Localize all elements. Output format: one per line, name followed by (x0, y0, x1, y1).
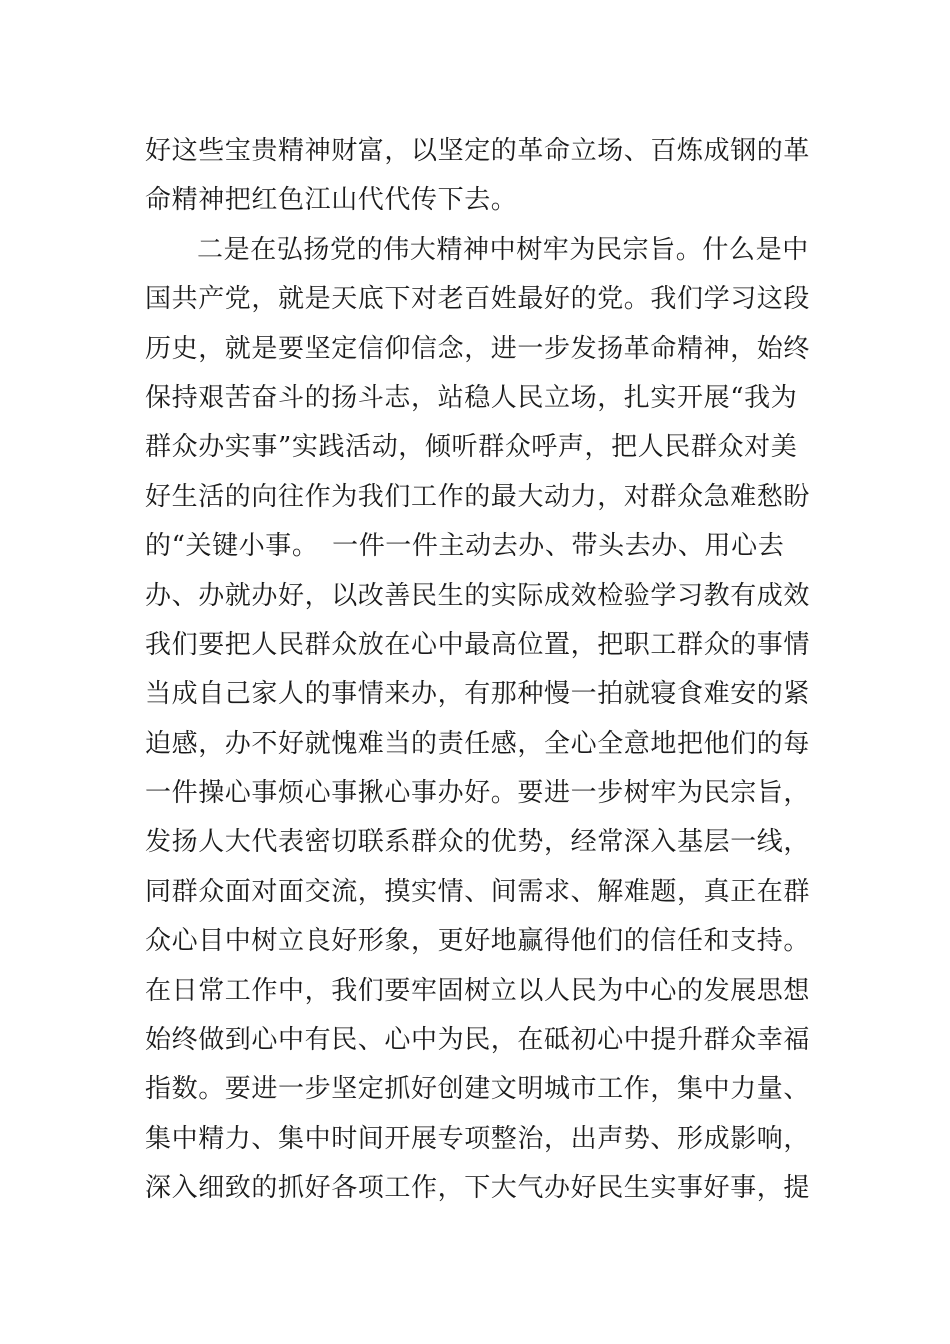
text-line: 历史，就是要坚定信仰信念，进一步发扬革命精神，始终 (145, 333, 811, 364)
text-line: 集中精力、集中时间开展专项整治，出声势、形成影响， (145, 1123, 811, 1154)
text-line: 发扬人大代表密切联系群众的优势，经常深入基层一线， (145, 827, 811, 858)
text-line: 好这些宝贵精神财富，以坚定的革命立场、百炼成钢的革 (145, 136, 811, 166)
text-line: 同群众面对面交流，摸实情、间需求、解难题，真正在群 (145, 876, 811, 907)
text-line: 的“关键小事。 一件一件主动去办、带头去办、用心去 (145, 531, 785, 562)
text-line: 办、办就办好，以改善民生的实际成效检验学习教有成效 (145, 580, 811, 611)
text-line: 我们要把人民群众放在心中最高位置，把职工群众的事情 (145, 629, 811, 660)
text-line: 群众办实事”实践活动，倾听群众呼声，把人民群众对美 (145, 432, 798, 463)
text-line: 当成自己家人的事情来办，有那种慢一拍就寝食难安的紧 (145, 679, 811, 710)
paragraph-first-line: 二是在弘扬党的伟大精神中树牢为民宗旨。什么是中 (197, 234, 809, 265)
text-line: 保持艰苦奋斗的扬斗志，站稳人民立场，扎实开展“我为 (145, 382, 798, 413)
text-line: 国共产党，就是天底下对老百姓最好的党。我们学习这段 (145, 284, 811, 315)
text-line: 众心目中树立良好形象，更好地赢得他们的信任和支持。 (145, 926, 811, 957)
text-line: 一件操心事烦心事揪心事办好。要进一步树牢为民宗旨， (145, 778, 811, 809)
body-text (145, 127, 815, 1214)
text-line: 好生活的向往作为我们工作的最大动力，对群众急难愁盼 (145, 481, 811, 512)
text-line: 在日常工作中，我们要牢固树立以人民为中心的发展思想 (145, 975, 811, 1006)
text-line: 迫感，办不好就愧难当的责任感，全心全意地把他们的每 (145, 728, 811, 759)
text-line: 指数。要进一步坚定抓好创建文明城市工作，集中力量、 (145, 1074, 811, 1105)
text-line: 命精神把红色江山代代传下去。 (145, 185, 518, 216)
text-line: 深入细致的抓好各项工作，下大气办好民生实事好事，提 (145, 1173, 811, 1204)
text-line: 始终做到心中有民、心中为民，在砥初心中提升群众幸福 (145, 1025, 811, 1056)
